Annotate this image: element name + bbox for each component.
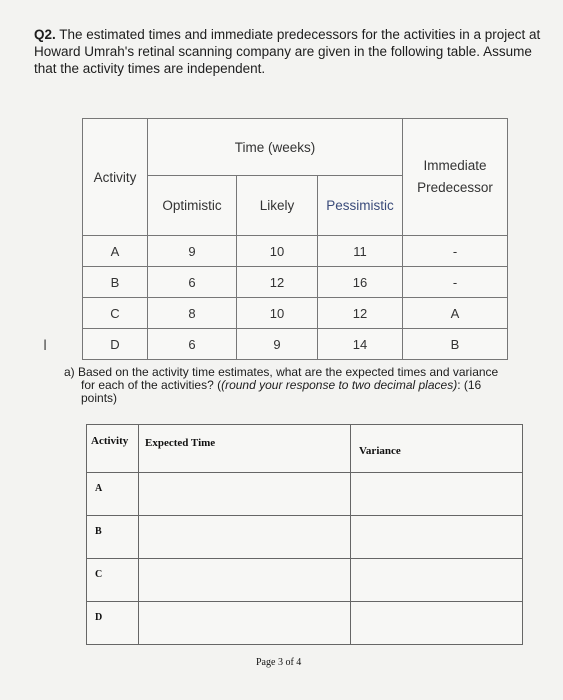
table-row: [83, 329, 508, 360]
question-number: Q2.: [34, 27, 56, 42]
table-row: [87, 559, 523, 602]
cell-predecessor: A: [403, 298, 508, 329]
header-pred-line1: Immediate: [423, 158, 487, 173]
header-pred-line2: Predecessor: [417, 180, 493, 195]
table-row: [83, 298, 508, 329]
part-a-line1: a) Based on the activity time estimates, what are the expected times and variance: [64, 365, 499, 379]
part-a-line2: [64, 379, 534, 392]
cell-optimistic: 8: [148, 298, 237, 329]
table-row: [83, 267, 508, 298]
part-a-question: [64, 366, 534, 405]
expected-time-cell[interactable]: [139, 559, 351, 602]
expected-time-cell[interactable]: [139, 516, 351, 559]
cell-pessimistic: 11: [318, 236, 403, 267]
cell-predecessor: -: [403, 236, 508, 267]
table-row: [83, 236, 508, 267]
text-cursor-icon: I: [43, 338, 48, 354]
header-pessimistic: Pessimistic: [318, 176, 403, 236]
part-a-line3: points): [81, 391, 118, 405]
table-row: [87, 516, 523, 559]
header-activity: Activity: [83, 119, 148, 236]
cell-likely: 10: [237, 236, 318, 267]
cell-pessimistic: 14: [318, 329, 403, 360]
variance-cell[interactable]: [351, 559, 523, 602]
cell-activity: B: [83, 267, 148, 298]
answer-table: [86, 424, 523, 645]
cell-predecessor: -: [403, 267, 508, 298]
question-text: [34, 26, 554, 77]
header-activity: Activity: [87, 425, 139, 473]
header-immediate-predecessor: [403, 119, 508, 236]
header-variance: Variance: [351, 425, 523, 473]
table-row: [87, 473, 523, 516]
expected-time-cell[interactable]: [139, 473, 351, 516]
cell-likely: 12: [237, 267, 318, 298]
row-activity-label: B: [87, 516, 139, 559]
cell-activity: A: [83, 236, 148, 267]
cell-optimistic: 9: [148, 236, 237, 267]
part-a-line2-italic: (round your response to two decimal places): [221, 378, 458, 392]
question-body: The estimated times and immediate predecessors for the activities in a project at Howard Umrah's retinal scanning company are given in the following table. Assume that the activity times are independent.: [34, 27, 541, 76]
part-a-line2-suffix: : (16: [457, 378, 482, 392]
cell-likely: 9: [237, 329, 318, 360]
row-activity-label: C: [87, 559, 139, 602]
cell-activity: C: [83, 298, 148, 329]
part-a-line2-prefix: for each of the activities? (: [81, 378, 222, 392]
cell-likely: 10: [237, 298, 318, 329]
variance-cell[interactable]: [351, 602, 523, 645]
table-row: [87, 602, 523, 645]
variance-cell[interactable]: [351, 473, 523, 516]
row-activity-label: A: [87, 473, 139, 516]
activity-time-table: [82, 118, 508, 360]
header-expected-time: Expected Time: [139, 425, 351, 473]
page-number: Page 3 of 4: [256, 657, 302, 668]
row-activity-label: D: [87, 602, 139, 645]
expected-time-cell[interactable]: [139, 602, 351, 645]
cell-optimistic: 6: [148, 329, 237, 360]
cell-pessimistic: 12: [318, 298, 403, 329]
cell-activity: D: [83, 329, 148, 360]
header-optimistic: Optimistic: [148, 176, 237, 236]
cell-optimistic: 6: [148, 267, 237, 298]
header-likely: Likely: [237, 176, 318, 236]
cell-pessimistic: 16: [318, 267, 403, 298]
variance-cell[interactable]: [351, 516, 523, 559]
cell-predecessor: B: [403, 329, 508, 360]
header-time-weeks: Time (weeks): [148, 119, 403, 176]
